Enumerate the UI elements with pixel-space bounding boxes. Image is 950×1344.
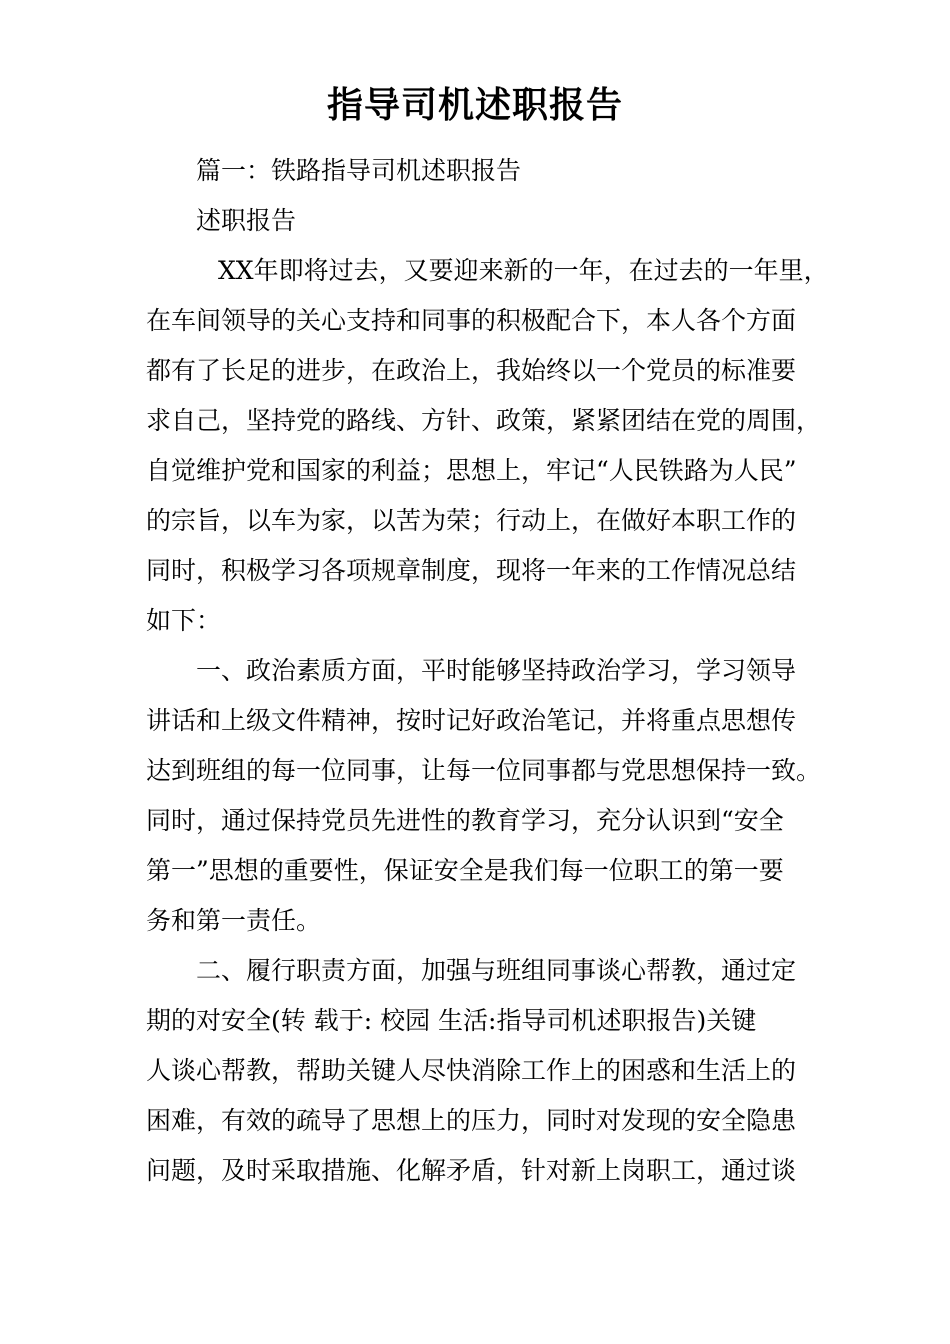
paragraph-line: 困难，有效的疏导了思想上的压力，同时对发现的安全隐患 <box>146 1106 797 1135</box>
paragraph-line: 一、政治素质方面，平时能够坚持政治学习，学习领导 <box>196 656 797 685</box>
paragraph-line: 的宗旨，以车为家，以苦为荣；行动上，在做好本职工作的 <box>146 506 797 535</box>
document-title: 指导司机述职报告 <box>326 85 623 126</box>
paragraph-line: 务和第一责任。 <box>146 906 322 935</box>
subheading: 述职报告 <box>196 206 297 235</box>
paragraph-line: 求自己，坚持党的路线、方针、政策，紧紧团结在党的周围， <box>146 406 822 435</box>
paragraph-line: 讲话和上级文件精神，按时记好政治笔记，并将重点思想传 <box>146 706 797 735</box>
paragraph-line: 如下： <box>146 606 222 635</box>
paragraph-line: 期的对安全(转 载于: 校园 生活:指导司机述职报告)关键 <box>146 1006 757 1035</box>
paragraph-line: 人谈心帮教，帮助关键人尽快消除工作上的困惑和生活上的 <box>146 1056 797 1085</box>
paragraph-line: 同时，积极学习各项规章制度，现将一年来的工作情况总结 <box>146 556 797 585</box>
paragraph-line: 都有了长足的进步，在政治上，我始终以一个党员的标准要 <box>146 356 797 385</box>
paragraph-line: 问题，及时采取措施、化解矛盾，针对新上岗职工，通过谈 <box>146 1156 797 1185</box>
paragraph-line: 同时，通过保持党员先进性的教育学习，充分认识到“安全 <box>146 806 784 835</box>
paragraph-line: 在车间领导的关心支持和同事的积极配合下，本人各个方面 <box>146 306 797 335</box>
paragraph-line: 第一”思想的重要性，保证安全是我们每一位职工的第一要 <box>146 856 784 885</box>
document-body <box>146 146 836 1196</box>
section-heading: 篇一：铁路指导司机述职报告 <box>196 156 522 185</box>
paragraph-line: 自觉维护党和国家的利益；思想上，牢记“人民铁路为人民” <box>146 456 797 485</box>
paragraph-line: 二、履行职责方面，加强与班组同事谈心帮教，通过定 <box>196 956 797 985</box>
paragraph-line: 达到班组的每一位同事，让每一位同事都与党思想保持一致。 <box>146 756 822 785</box>
paragraph-line: XX年即将过去，又要迎来新的一年，在过去的一年里， <box>218 256 829 285</box>
